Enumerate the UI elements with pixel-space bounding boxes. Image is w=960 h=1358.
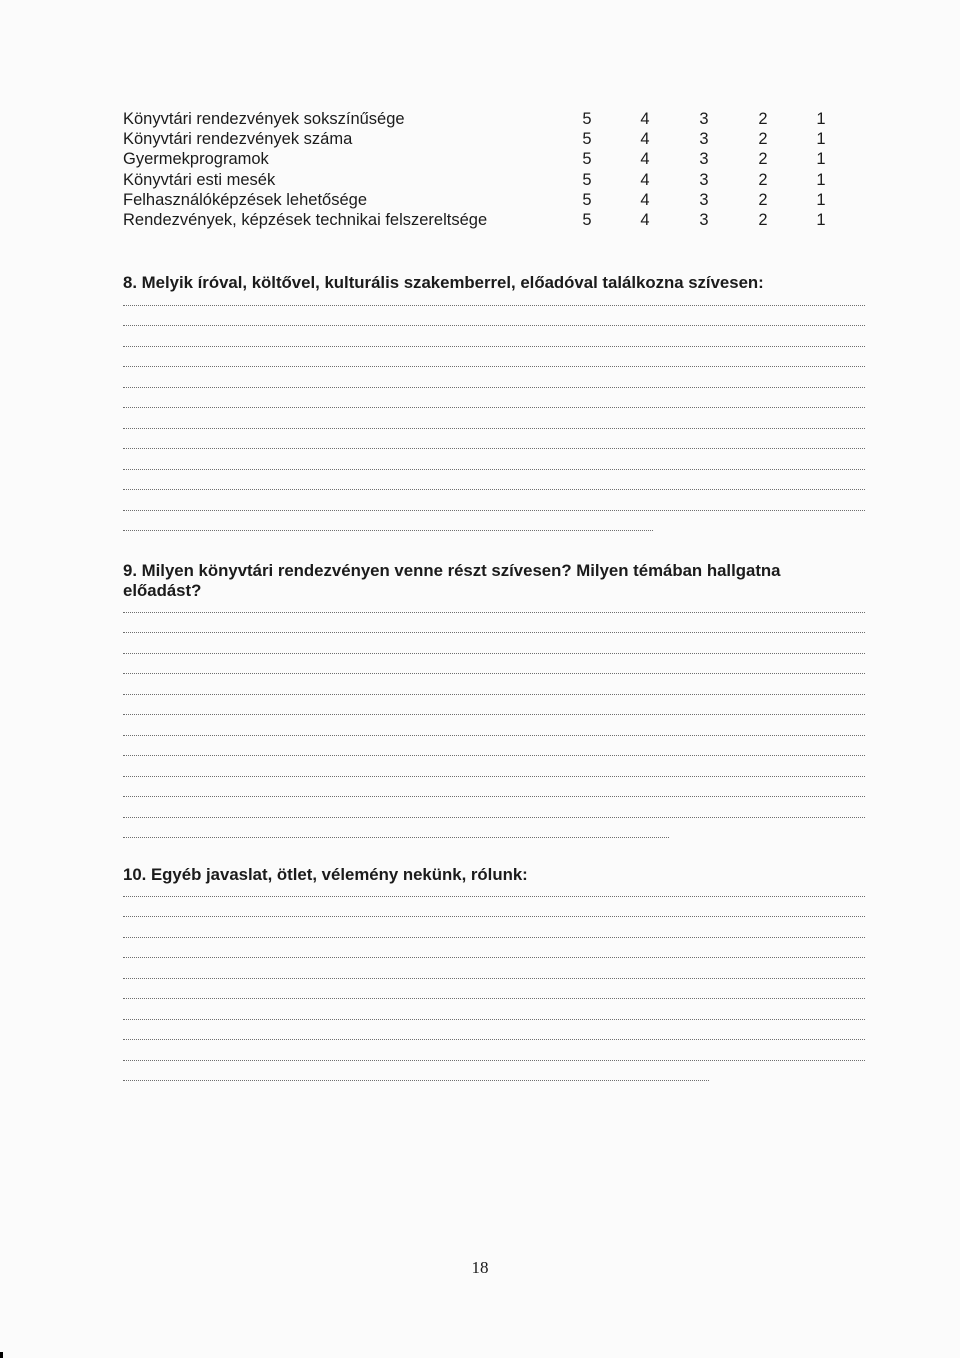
score-3: 3 — [699, 190, 709, 209]
answer-line[interactable] — [123, 803, 865, 824]
score-1: 1 — [816, 190, 826, 209]
rating-row — [123, 170, 843, 190]
answer-line[interactable] — [123, 1026, 865, 1047]
question-9-answer-lines[interactable] — [123, 598, 865, 844]
score-2: 2 — [758, 130, 768, 149]
score-2: 2 — [758, 150, 768, 169]
score-4: 4 — [640, 170, 650, 189]
question-9-heading: 9. Milyen könyvtári rendezvényen venne részt szívesen? Milyen témában hallgatna előadást? — [123, 561, 781, 600]
rating-row — [123, 210, 843, 230]
answer-line[interactable] — [123, 373, 865, 394]
answer-line[interactable] — [123, 332, 865, 353]
rating-label: Könyvtári esti mesék — [123, 170, 276, 189]
score-2: 2 — [758, 110, 768, 128]
answer-line[interactable] — [123, 353, 865, 374]
answer-line[interactable] — [123, 944, 865, 965]
score-3: 3 — [699, 130, 709, 149]
score-3: 3 — [699, 150, 709, 169]
answer-line[interactable] — [123, 701, 865, 722]
score-4: 4 — [640, 190, 650, 209]
answer-line[interactable] — [123, 923, 865, 944]
score-4: 4 — [640, 130, 650, 149]
answer-line[interactable] — [123, 414, 865, 435]
score-1: 1 — [816, 210, 826, 229]
score-2: 2 — [758, 170, 768, 189]
question-10-answer-lines[interactable] — [123, 882, 865, 1087]
answer-line[interactable] — [123, 783, 865, 804]
answer-line[interactable] — [123, 1046, 865, 1067]
answer-line[interactable] — [123, 435, 865, 456]
score-5: 5 — [582, 190, 592, 209]
scan-mark — [0, 1352, 3, 1358]
answer-line[interactable] — [123, 824, 865, 845]
score-3: 3 — [699, 170, 709, 189]
answer-line[interactable] — [123, 291, 865, 312]
answer-line[interactable] — [123, 619, 865, 640]
score-2: 2 — [758, 210, 768, 229]
rating-label: Könyvtári rendezvények sokszínűsége — [123, 110, 405, 128]
rating-label: Könyvtári rendezvények száma — [123, 130, 353, 149]
rating-row — [123, 129, 843, 149]
answer-line[interactable] — [123, 882, 865, 903]
rating-label: Rendezvények, képzések technikai felszereltsége — [123, 210, 488, 229]
score-5: 5 — [582, 110, 592, 128]
answer-line[interactable] — [123, 680, 865, 701]
answer-line[interactable] — [123, 742, 865, 763]
score-5: 5 — [582, 130, 592, 149]
answer-line[interactable] — [123, 455, 865, 476]
score-4: 4 — [640, 150, 650, 169]
score-5: 5 — [582, 210, 592, 229]
answer-line[interactable] — [123, 721, 865, 742]
answer-line[interactable] — [123, 312, 865, 333]
answer-line[interactable] — [123, 598, 865, 619]
rating-row — [123, 149, 843, 169]
answer-line[interactable] — [123, 394, 865, 415]
answer-line[interactable] — [123, 476, 865, 497]
question-8-answer-lines[interactable] — [123, 291, 865, 537]
score-4: 4 — [640, 110, 650, 128]
score-5: 5 — [582, 150, 592, 169]
answer-line[interactable] — [123, 660, 865, 681]
score-4: 4 — [640, 210, 650, 229]
score-1: 1 — [816, 110, 826, 128]
answer-line[interactable] — [123, 903, 865, 924]
answer-line[interactable] — [123, 985, 865, 1006]
rating-table — [123, 109, 843, 230]
answer-line[interactable] — [123, 1005, 865, 1026]
score-1: 1 — [816, 170, 826, 189]
score-1: 1 — [816, 130, 826, 149]
score-2: 2 — [758, 190, 768, 209]
score-3: 3 — [699, 110, 709, 128]
answer-line[interactable] — [123, 639, 865, 660]
answer-line[interactable] — [123, 762, 865, 783]
question-8-heading: 8. Melyik íróval, költővel, kulturális szakemberrel, előadóval találkozna szívesen: — [123, 273, 764, 292]
answer-line[interactable] — [123, 496, 865, 517]
rating-label: Gyermekprogramok — [123, 150, 269, 169]
score-5: 5 — [582, 170, 592, 189]
rating-label: Felhasználóképzések lehetősége — [123, 190, 367, 209]
page-number: 18 — [471, 1258, 489, 1277]
question-10-heading: 10. Egyéb javaslat, ötlet, vélemény nekünk, rólunk: — [123, 865, 528, 884]
score-1: 1 — [816, 150, 826, 169]
rating-row — [123, 190, 843, 210]
answer-line[interactable] — [123, 964, 865, 985]
answer-line[interactable] — [123, 517, 865, 538]
answer-line[interactable] — [123, 1067, 865, 1088]
score-3: 3 — [699, 210, 709, 229]
rating-row — [123, 109, 843, 129]
